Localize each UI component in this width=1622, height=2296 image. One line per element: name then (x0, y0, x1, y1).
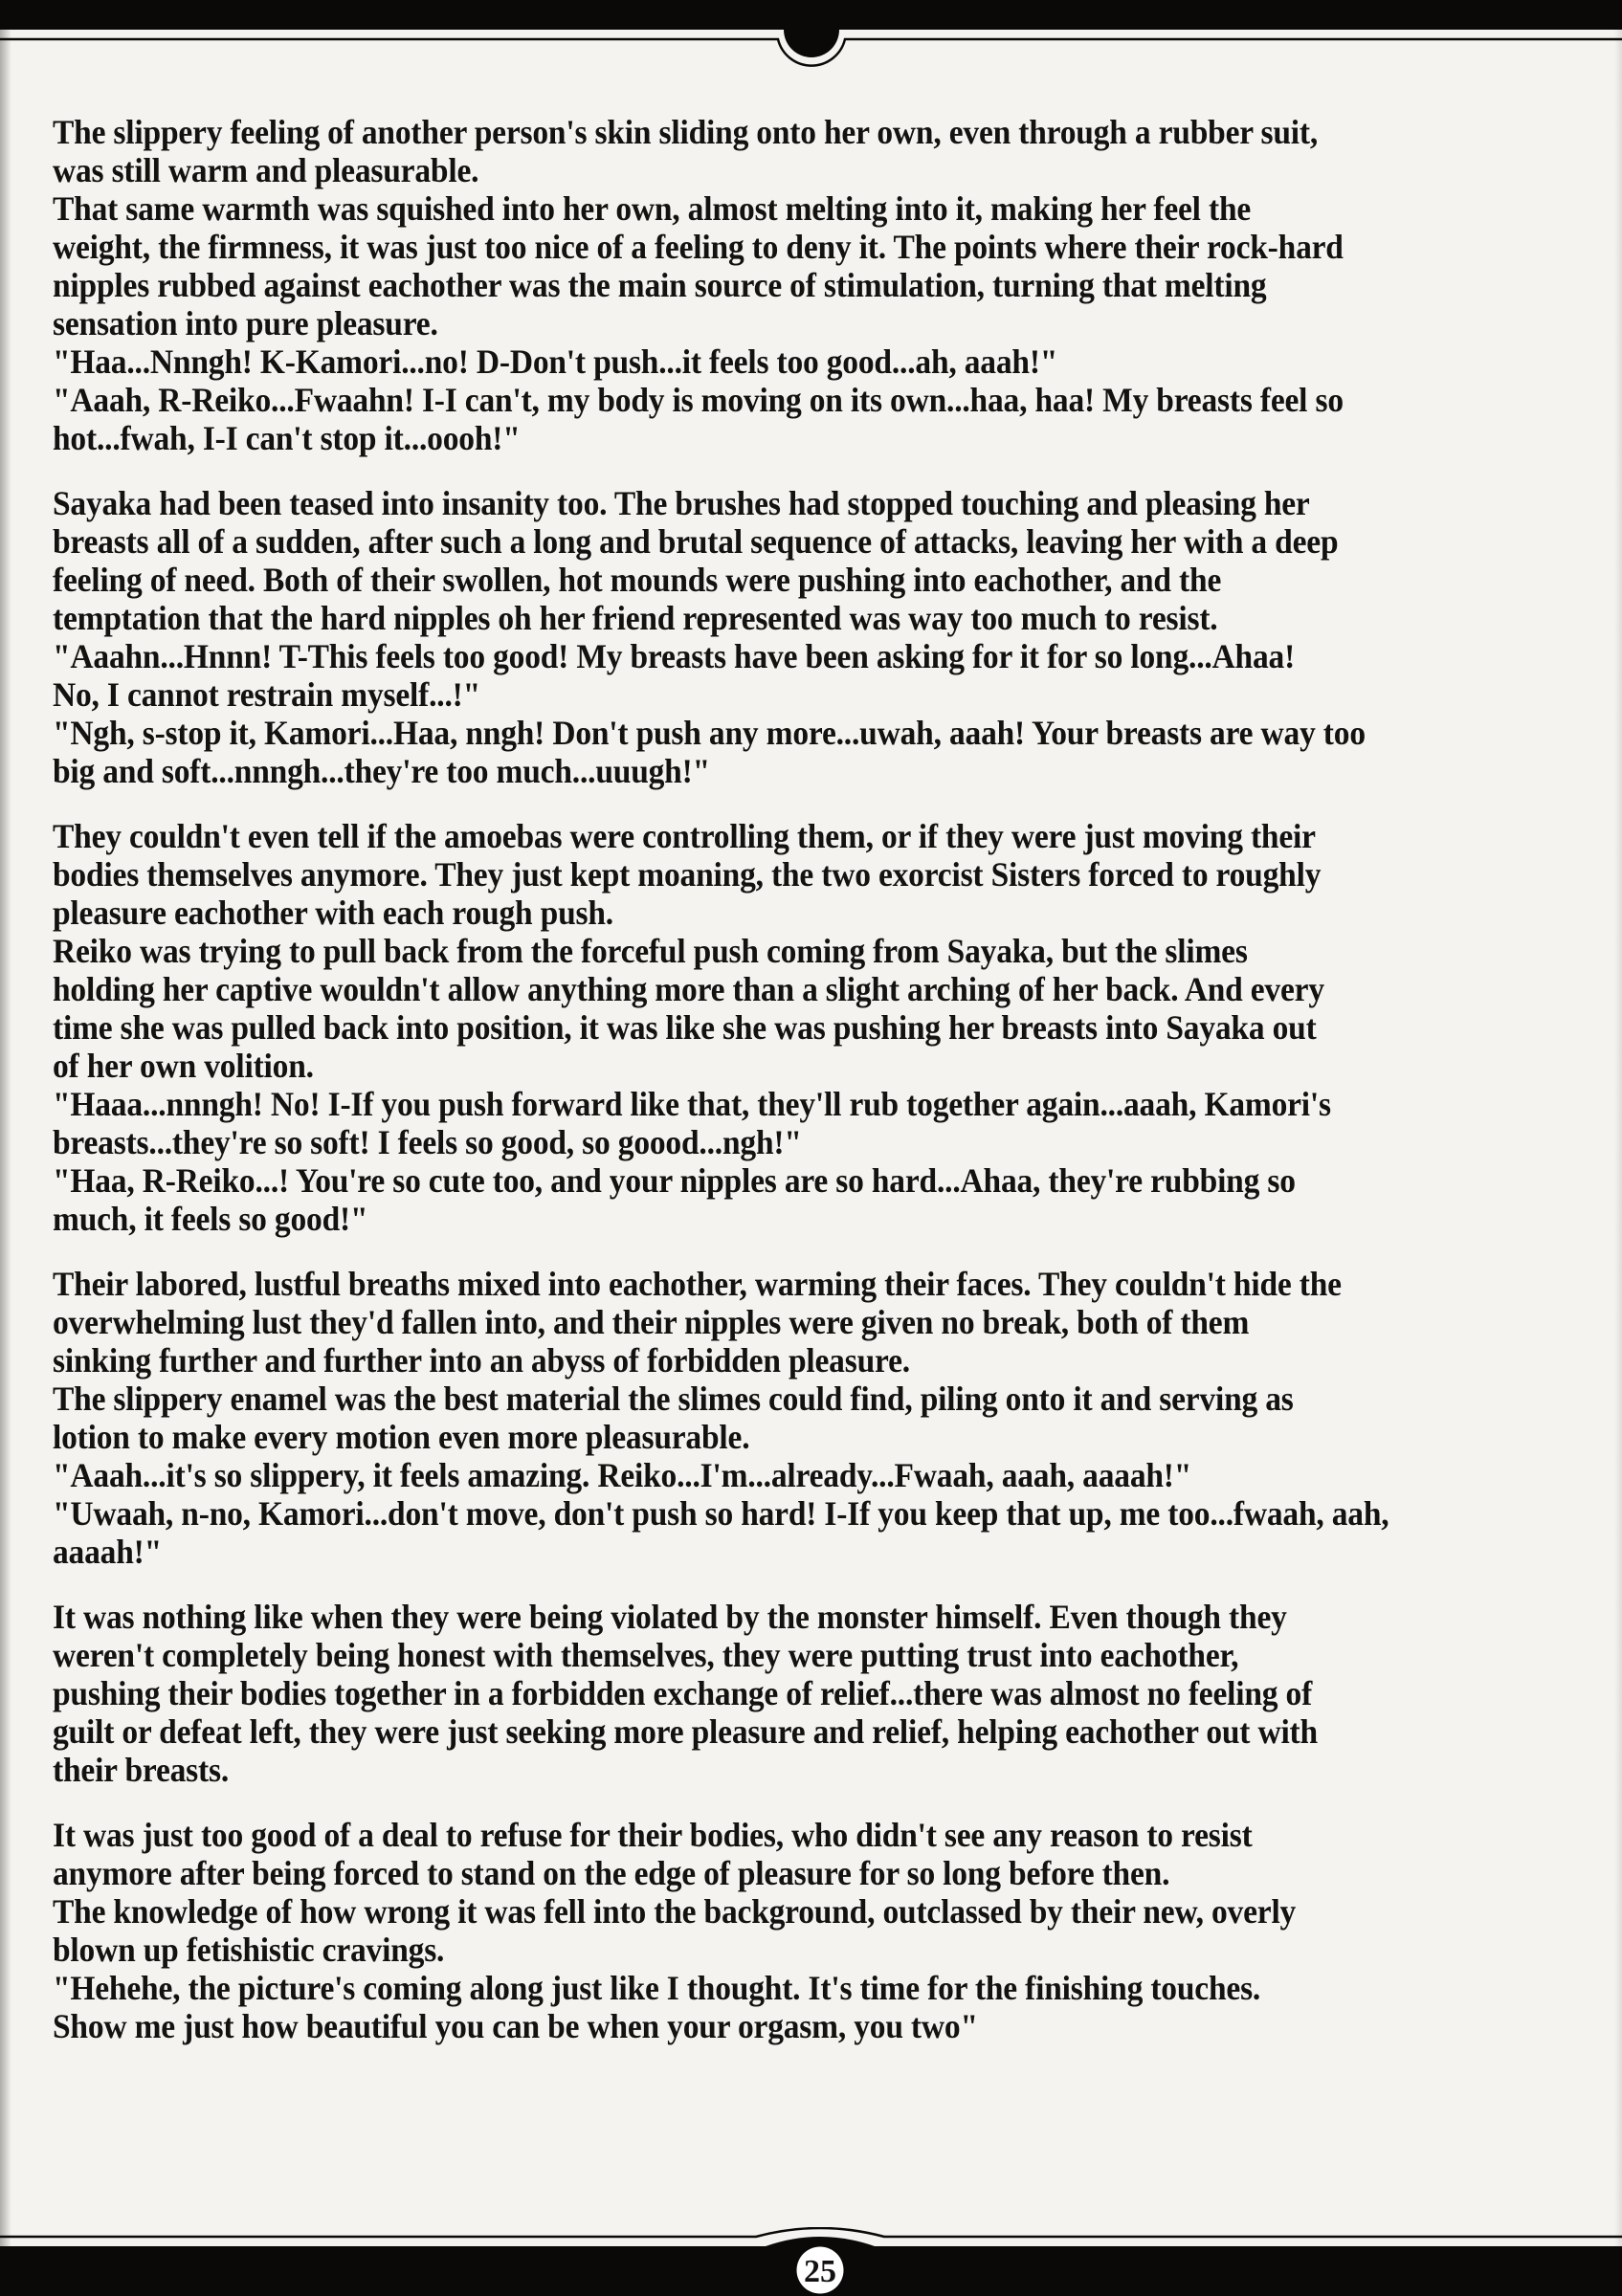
page-number: 25 (804, 2254, 836, 2289)
page-edge-shadow-right (1614, 0, 1622, 2296)
text-line: The slippery feeling of another person's skin sliding onto her own, even through a rubber suit, (53, 113, 1319, 151)
page-edge-shadow-left (0, 0, 11, 2296)
text-line: It was nothing like when they were being violated by the monster himself. Even though they (53, 1598, 1287, 1636)
text-line: "Haa...Nnngh! K-Kamori...no! D-Don't push...it feels too good...ah, aaah!" (53, 342, 1058, 381)
text-line: guilt or defeat left, they were just seeking more pleasure and relief, helping eachother out with (53, 1712, 1318, 1751)
text-line: "Aaahn...Hnnn! T-This feels too good! My breasts have been asking for it for so long...Ahaa! (53, 637, 1296, 675)
text-line: holding her captive wouldn't allow anything more than a slight arching of her back. And every (53, 970, 1324, 1008)
text-line: "Hehehe, the picture's coming along just like I thought. It's time for the finishing touches. (53, 1969, 1261, 2007)
text-line: lotion to make every motion even more pleasurable. (53, 1418, 750, 1456)
paragraph (53, 1265, 1593, 1571)
text-line: sinking further and further into an abyss of forbidden pleasure. (53, 1341, 910, 1380)
paragraph (53, 113, 1593, 457)
text-line: weight, the firmness, it was just too nice of a feeling to deny it. The points where their rock-hard (53, 228, 1344, 266)
text-content (53, 113, 1593, 2045)
text-line: nipples rubbed against eachother was the main source of stimulation, turning that melting (53, 266, 1267, 304)
paragraph (53, 1816, 1593, 2045)
text-line: Show me just how beautiful you can be when your orgasm, you two" (53, 2007, 978, 2045)
text-line: pushing their bodies together in a forbidden exchange of relief...there was almost no feeling of (53, 1674, 1313, 1712)
text-line: Sayaka had been teased into insanity too. The brushes had stopped touching and pleasing her (53, 484, 1310, 522)
text-line: aaaah!" (53, 1533, 163, 1571)
top-border-band (0, 0, 1622, 69)
text-line: weren't completely being honest with themselves, they were putting trust into eachother, (53, 1636, 1239, 1674)
text-line: "Haa, R-Reiko...! You're so cute too, and your nipples are so hard...Ahaa, they're rubbing so (53, 1161, 1296, 1200)
bottom-border-band (0, 2227, 1622, 2296)
text-line: "Aaah...it's so slippery, it feels amazing. Reiko...I'm...already...Fwaah, aaah, aaaah!" (53, 1456, 1192, 1494)
text-line: They couldn't even tell if the amoebas were controlling them, or if they were just moving their (53, 817, 1316, 855)
text-line: temptation that the hard nipples oh her friend represented was way too much to resist. (53, 599, 1218, 637)
text-line: breasts...they're so soft! I feels so good, so goood...ngh!" (53, 1123, 802, 1161)
text-line: It was just too good of a deal to refuse for their bodies, who didn't see any reason to resist (53, 1816, 1253, 1854)
text-line: hot...fwah, I-I can't stop it...oooh!" (53, 419, 521, 457)
text-line: "Uwaah, n-no, Kamori...don't move, don't push so hard! I-If you keep that up, me too...fwaah, aah, (53, 1494, 1389, 1533)
text-line: sensation into pure pleasure. (53, 304, 438, 342)
text-line: feeling of need. Both of their swollen, hot mounds were pushing into eachother, and the (53, 561, 1222, 599)
text-line: pleasure eachother with each rough push. (53, 894, 613, 932)
text-line: The slippery enamel was the best material the slimes could find, piling onto it and serving as (53, 1380, 1294, 1418)
text-line: anymore after being forced to stand on the edge of pleasure for so long before then. (53, 1854, 1170, 1892)
paragraph (53, 1598, 1593, 1789)
text-line: "Ngh, s-stop it, Kamori...Haa, nngh! Don't push any more...uwah, aaah! Your breasts are way too (53, 714, 1366, 752)
text-line: Reiko was trying to pull back from the forceful push coming from Sayaka, but the slimes (53, 932, 1248, 970)
text-line: big and soft...nnngh...they're too much...uuugh!" (53, 752, 710, 790)
text-line: blown up fetishistic cravings. (53, 1931, 445, 1969)
text-line: overwhelming lust they'd fallen into, and their nipples were given no break, both of them (53, 1303, 1250, 1341)
text-line: No, I cannot restrain myself...!" (53, 675, 481, 714)
text-line: breasts all of a sudden, after such a long and brutal sequence of attacks, leaving her with a deep (53, 522, 1339, 561)
text-line: "Haaa...nnngh! No! I-If you push forward like that, they'll rub together again...aaah, Kamori's (53, 1085, 1331, 1123)
paragraph (53, 484, 1593, 790)
text-line: That same warmth was squished into her own, almost melting into it, making her feel the (53, 189, 1252, 228)
text-line: Their labored, lustful breaths mixed into eachother, warming their faces. They couldn't hide the (53, 1265, 1342, 1303)
text-line: their breasts. (53, 1751, 230, 1789)
text-line: time she was pulled back into position, it was like she was pushing her breasts into Sayaka out (53, 1008, 1317, 1047)
paragraph (53, 817, 1593, 1238)
text-line: The knowledge of how wrong it was fell into the background, outclassed by their new, overly (53, 1892, 1297, 1931)
text-line: "Aaah, R-Reiko...Fwaahn! I-I can't, my body is moving on its own...haa, haa! My breasts feel so (53, 381, 1344, 419)
text-line: of her own volition. (53, 1047, 314, 1085)
bottom-band-rule-line (0, 2228, 1622, 2237)
text-line: was still warm and pleasurable. (53, 151, 479, 189)
text-line: bodies themselves anymore. They just kept moaning, the two exorcist Sisters forced to roughly (53, 855, 1322, 894)
text-line: much, it feels so good!" (53, 1200, 368, 1238)
top-band-shape (0, 0, 1622, 57)
